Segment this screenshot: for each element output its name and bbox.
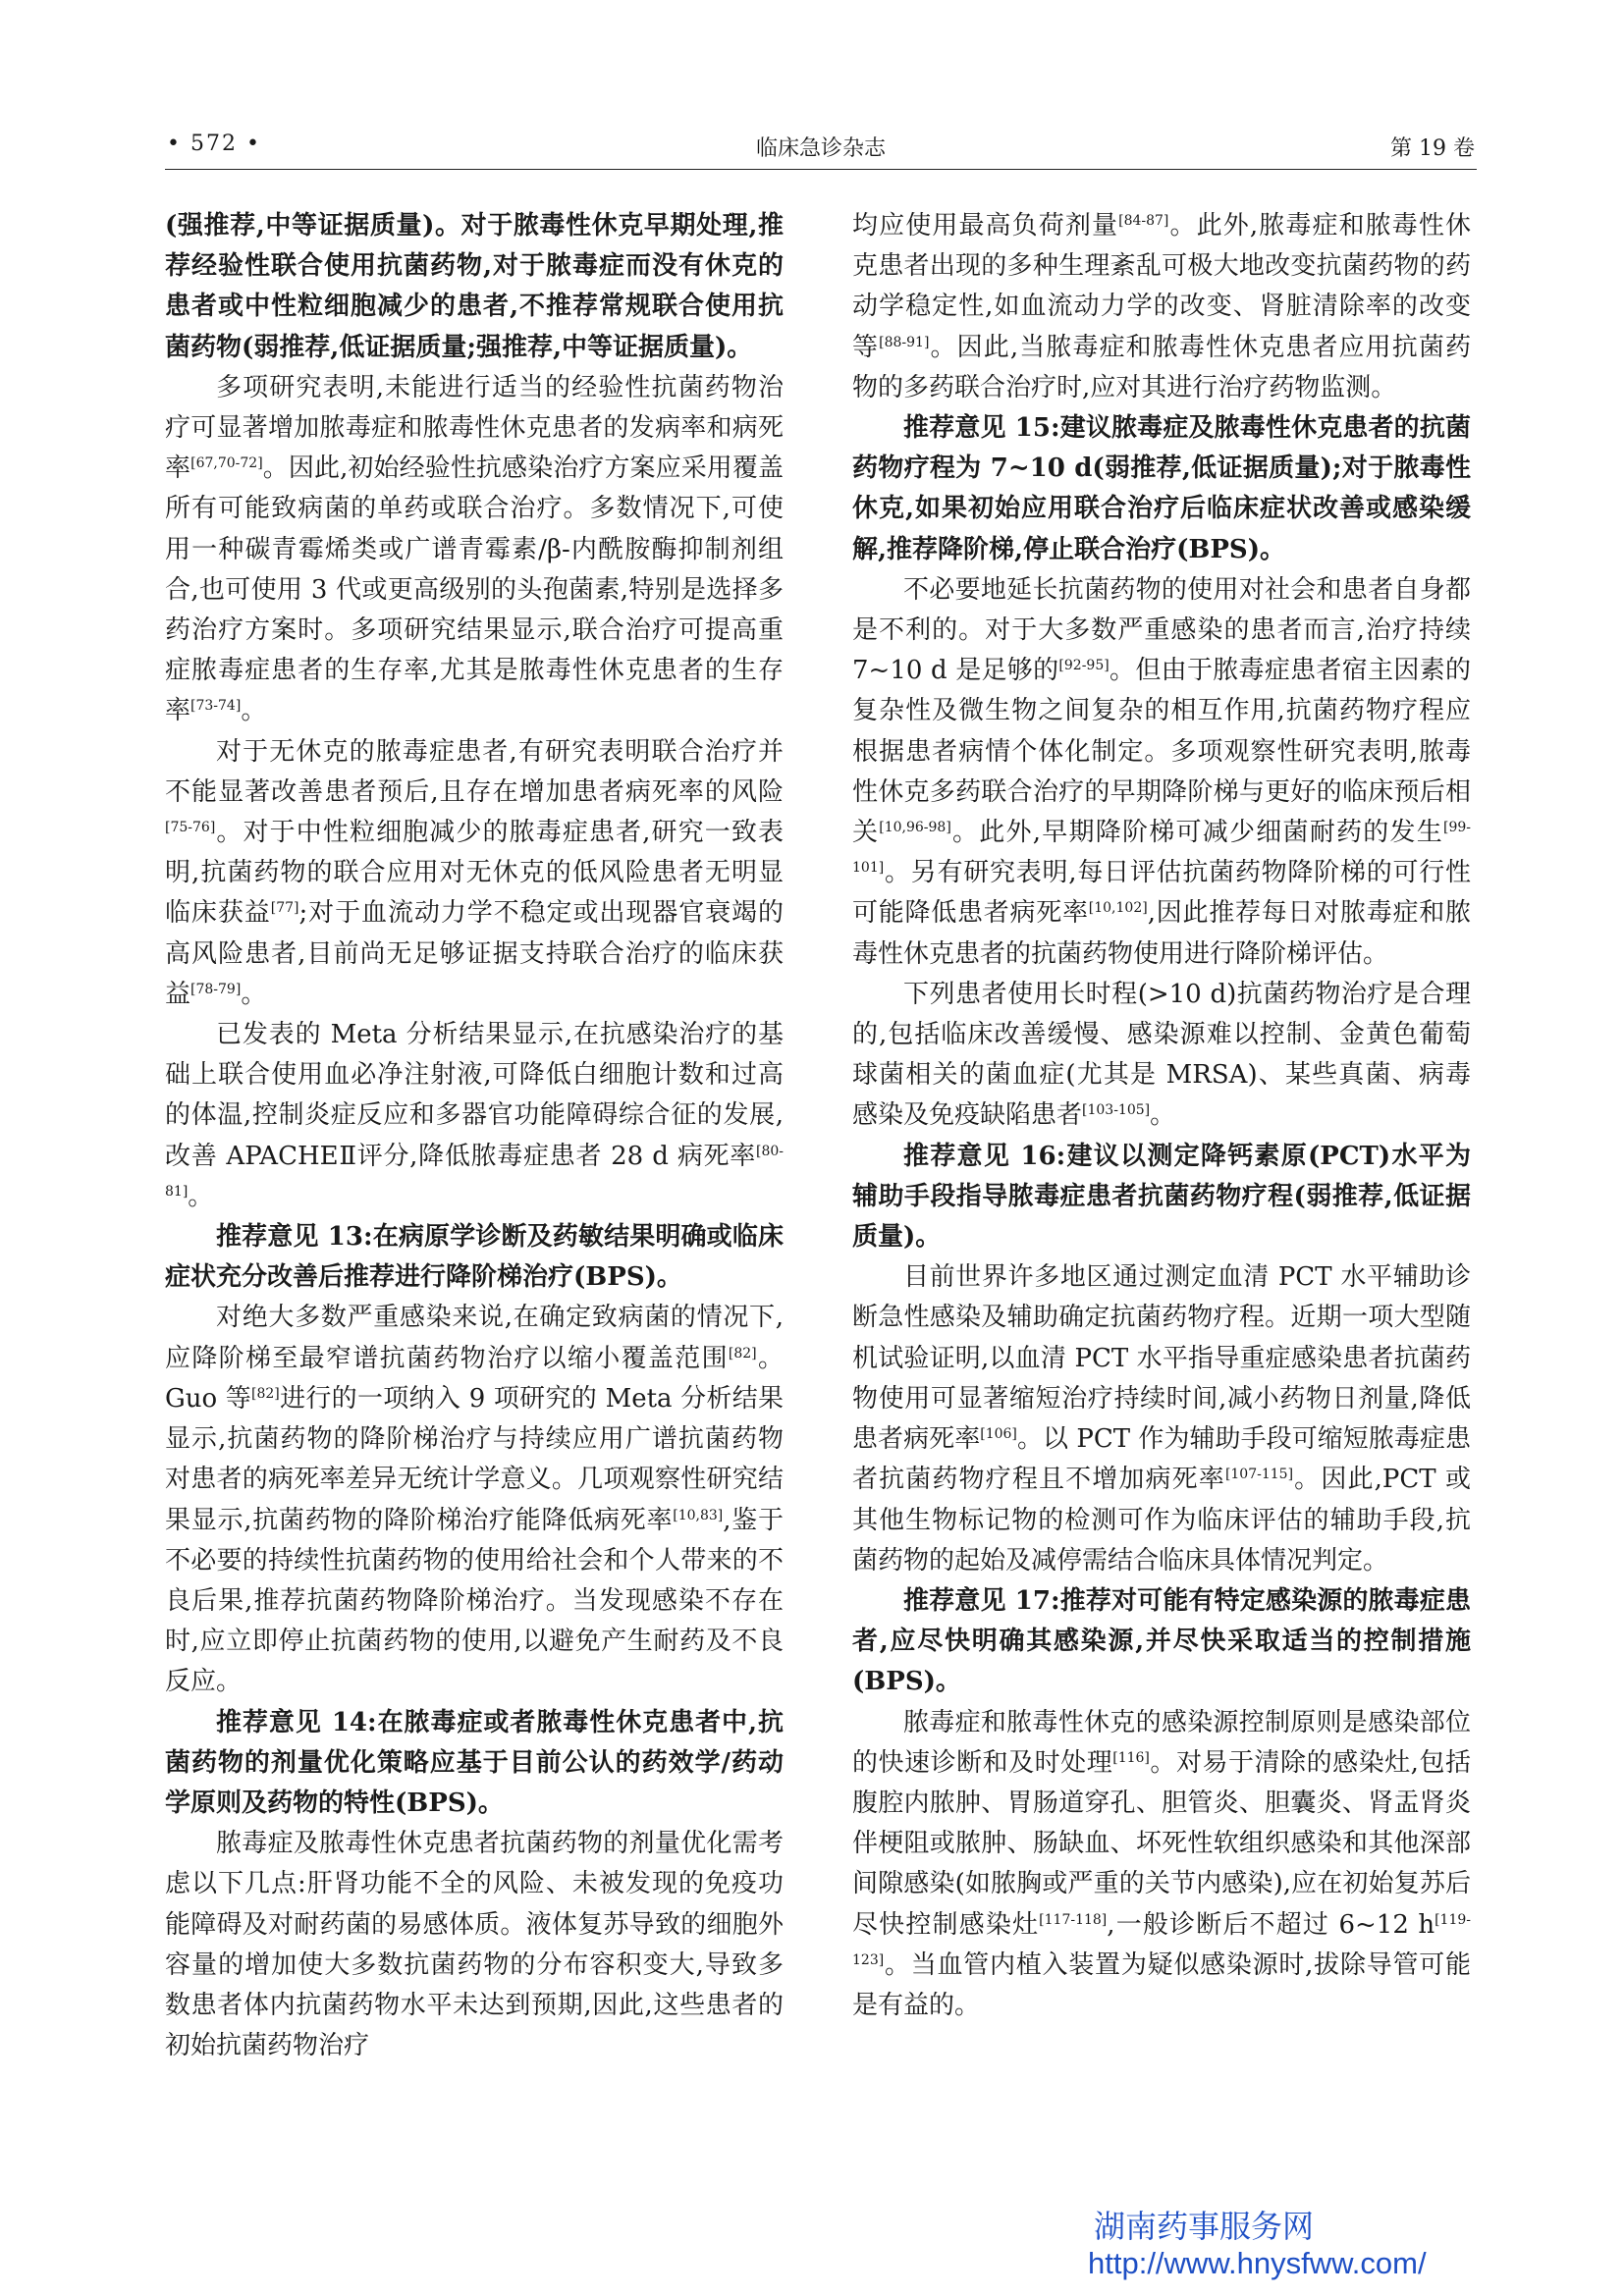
right-column [852,206,1471,2026]
citation: [116] [1112,1749,1150,1766]
citation: [77] [270,900,299,917]
citation: [82] [251,1385,280,1402]
citation: [10,83] [673,1507,724,1523]
paragraph-loading-dose: 均应使用最高负荷剂量[84-87]。此外,脓毒症和脓毒性休克患者出现的多种生理紊乱可极大地改变抗菌药物的药动学稳定性,如血流动力学的改变、肾脏清除率的改变等[88-91]。因此,当脓毒症和脓毒性休克患者应用抗菌药物的多药联合治疗时,应对其进行治疗药物监测。 [852,211,1471,402]
citation: [119-123] [852,1911,1471,1968]
citation: [67,70-72] [190,455,263,472]
watermark-site-name: 湖南药事服务网 [1094,2209,1315,2244]
citation: [73-74] [190,698,242,715]
citation: [103-105] [1082,1102,1151,1119]
citation: [88-91] [879,334,930,350]
recommendation-15: 推荐意见 15:建议脓毒症及脓毒性休克患者的抗菌药物疗程为 7~10 d(弱推荐,低证据质量);对于脓毒性休克,如果初始应用联合治疗后临床症状改善或感染缓解,推荐降阶梯,停止联合治疗(BPS)。 [852,413,1471,564]
recommendation-continuation: (强推荐,中等证据质量)。对于脓毒性休克早期处理,推荐经验性联合使用抗菌药物,对于脓毒症而没有休克的患者或中性粒细胞减少的患者,不推荐常规联合使用抗菌药物(弱推荐,低证据质量;强推荐,中等证据质量)。 [165,211,784,362]
recommendation-16: 推荐意见 16:建议以测定降钙素原(PCT)水平为辅助手段指导脓毒症患者抗菌药物疗程(弱推荐,低证据质量)。 [852,1141,1471,1253]
page-number: • 572 • [167,132,261,156]
citation: [84-87] [1118,213,1169,229]
citation: [78-79] [190,981,242,997]
paragraph-empirical-therapy: 多项研究表明,未能进行适当的经验性抗菌药物治疗可显著增加脓毒症和脓毒性休克患者的发病率和病死率[67,70-72]。因此,初始经验性抗感染治疗方案应采用覆盖所有可能致病菌的单药或联合治疗。多数情况下,可使用一种碳青霉烯类或广谱青霉素/β-内酰胺酶抑制剂组合,也可使用 3 代或更高级别的头孢菌素,特别是选择多药治疗方案时。多项研究结果显示,联合治疗可提高重症脓毒症患者的生存率,尤其是脓毒性休克患者的生存率[73-74]。 [165,372,784,726]
citation: [107-115] [1224,1467,1294,1483]
citation: [117-118] [1039,1911,1108,1928]
paragraph-course-duration: 不必要地延长抗菌药物的使用对社会和患者自身都是不利的。对于大多数严重感染的患者而言,治疗持续 7~10 d 是足够的[92-95]。但由于脓毒症患者宿主因素的复杂性及微生物之间复杂的相互作用,抗菌药物疗程应根据患者病情个体化制定。多项观察性研究表明,脓毒性休克多药联合治疗的早期降阶梯与更好的临床预后相关[10,96-98]。此外,早期降阶梯可减少细菌耐药的发生[99-101]。另有研究表明,每日评估抗菌药物降阶梯的可行性可能降低患者病死率[10,102],因此推荐每日对脓毒症和脓毒性休克患者的抗菌药物使用进行降阶梯评估。 [852,574,1471,969]
citation: [82] [728,1345,757,1362]
citation: [10,96-98] [879,820,951,836]
paragraph-no-shock: 对于无休克的脓毒症患者,有研究表明联合治疗并不能显著改善患者预后,且存在增加患者病死率的风险[75-76]。对于中性粒细胞减少的脓毒症患者,研究一致表明,抗菌药物的联合应用对无休克的低风险患者无明显临床获益[77];对于血流动力学不稳定或出现器官衰竭的高风险患者,目前尚无足够证据支持联合治疗的临床获益[78-79]。 [165,736,784,1009]
paragraph-de-escalation: 对绝大多数严重感染来说,在确定致病菌的情况下,应降阶梯至最窄谱抗菌药物治疗以缩小覆盖范围[82]。Guo 等[82]进行的一项纳入 9 项研究的 Meta 分析结果显示,抗菌药物的降阶梯治疗与持续应用广谱抗菌药物对患者的病死率差异无统计学意义。几项观察性研究结果显示,抗菌药物的降阶梯治疗能降低病死率[10,83],鉴于不必要的持续性抗菌药物的使用给社会和个人带来的不良后果,推荐抗菌药物降阶梯治疗。当发现感染不存在时,应立即停止抗菌药物的使用,以避免产生耐药及不良反应。 [165,1303,785,1697]
paragraph-source-control: 脓毒症和脓毒性休克的感染源控制原则是感染部位的快速诊断和及时处理[116]。对易于清除的感染灶,包括腹腔内脓肿、胃肠道穿孔、胆管炎、胆囊炎、肾盂肾炎伴梗阻或脓肿、肠缺血、坏死性软组织感染和其他深部间隙感染(如脓胸或严重的关节内感染),应在初始复苏后尽快控制感染灶[117-118],一般诊断后不超过 6~12 h[119-123]。当血管内植入装置为疑似感染源时,拔除导管可能是有益的。 [852,1707,1471,2020]
citation: [106] [980,1426,1017,1443]
volume-number: 第 19 卷 [1390,136,1475,161]
watermark-url[interactable]: http://www.hnysfww.com/ [1088,2246,1427,2280]
paragraph-dose-optimization: 脓毒症及脓毒性休克患者抗菌药物的剂量优化需考虑以下几点:肝肾功能不全的风险、未被发现的免疫功能障碍及对耐药菌的易感体质。液体复苏导致的细胞外容量的增加使大多数抗菌药物的分布容积变大,导致多数患者体内抗菌药物水平未达到预期,因此,这些患者的初始抗菌药物治疗 [165,1829,784,2061]
paragraph-long-course: 下列患者使用长时程(>10 d)抗菌药物治疗是合理的,包括临床改善缓慢、感染源难以控制、金黄色葡萄球菌相关的菌血症(尤其是 MRSA)、某些真菌、病毒感染及免疫缺陷患者[103-105]。 [852,979,1471,1131]
running-header [165,126,1477,165]
citation: [75-76] [165,820,216,836]
left-column [165,206,784,2066]
citation: [92-95] [1058,658,1110,674]
recommendation-14: 推荐意见 14:在脓毒症或者脓毒性休克患者中,抗菌药物的剂量优化策略应基于目前公认的药效学/药动学原则及药物的特性(BPS)。 [165,1707,784,1818]
citation: [10,102] [1088,900,1148,917]
header-rule [165,169,1477,170]
citation: [99-101] [852,820,1471,877]
paragraph-meta-analysis: 已发表的 Meta 分析结果显示,在抗感染治疗的基础上联合使用血必净注射液,可降低白细胞计数和过高的体温,控制炎症反应和多器官功能障碍综合征的发展,改善 APACHEⅡ评分,降低脓毒症患者 28 d 病死率[80-81]。 [165,1020,784,1211]
citation: [80-81] [165,1143,784,1200]
recommendation-17: 推荐意见 17:推荐对可能有特定感染源的脓毒症患者,应尽快明确其感染源,并尽快采取适当的控制措施(BPS)。 [852,1585,1471,1697]
recommendation-13: 推荐意见 13:在病原学诊断及药敏结果明确或临床症状充分改善后推荐进行降阶梯治疗(BPS)。 [165,1222,784,1293]
paragraph-pct: 目前世界许多地区通过测定血清 PCT 水平辅助诊断急性感染及辅助确定抗菌药物疗程。近期一项大型随机试验证明,以血清 PCT 水平指导重症感染患者抗菌药物使用可显著缩短治疗持续时间,减小药物日剂量,降低患者病死率[106]。以 PCT 作为辅助手段可缩短脓毒症患者抗菌药物疗程且不增加病死率[107-115]。因此,PCT 或其他生物标记物的检测可作为临床评估的辅助手段,抗菌药物的起始及减停需结合临床具体情况判定。 [852,1262,1471,1575]
journal-name: 临床急诊杂志 [755,136,886,161]
watermark [1088,2207,1481,2281]
